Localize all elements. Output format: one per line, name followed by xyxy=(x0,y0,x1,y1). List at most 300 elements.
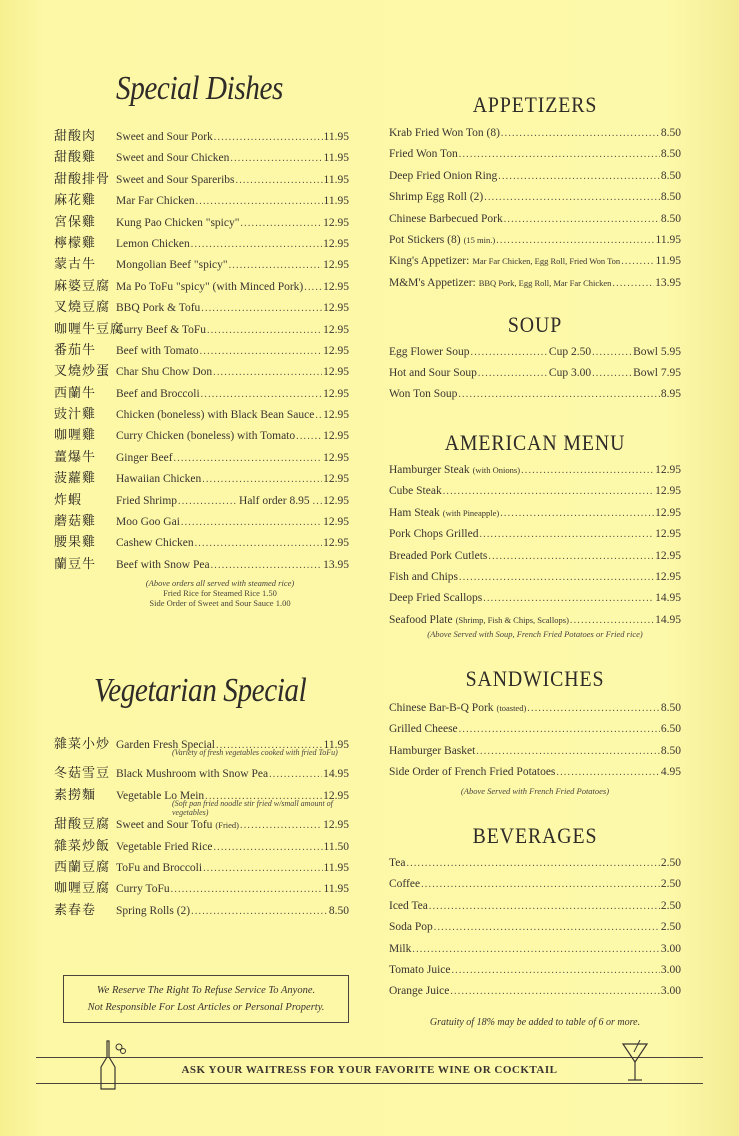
special-dish-item-leader xyxy=(230,153,322,164)
appetizer-item-price: 8.50 xyxy=(660,127,681,139)
vegetarian-dish-item-name: ToFu and Broccoli xyxy=(116,861,203,874)
american-dish-item xyxy=(389,464,681,485)
special-dish-item-price: 12.95 xyxy=(323,451,349,464)
appetizer-item-detail: BBQ Pork, Egg Roll, Mar Far Chicken xyxy=(478,277,612,288)
sandwich-item-price: 6.50 xyxy=(660,723,681,736)
sandwich-item xyxy=(389,745,681,766)
beverage-item-leader xyxy=(451,965,659,976)
special-dish-item xyxy=(54,146,349,167)
beverage-item-name: Soda Pop xyxy=(389,921,433,934)
special-dish-item-price: 12.95 xyxy=(323,323,349,336)
american-dish-item xyxy=(389,507,681,528)
american-dish-item-leader xyxy=(521,465,654,476)
soup-item-leader xyxy=(478,368,548,379)
special-dish-item-chinese-name: 麻婆豆腐 xyxy=(54,278,111,294)
appetizers-list xyxy=(389,127,681,298)
sandwich-item-price: 4.95 xyxy=(660,766,681,779)
vegetarian-dish-item-leader xyxy=(171,884,323,895)
special-dish-item xyxy=(54,531,349,552)
american-dish-item-leader xyxy=(459,572,654,583)
special-dish-item-name: Curry Beef & ToFu xyxy=(116,323,207,336)
special-dish-item xyxy=(54,424,349,445)
appetizer-item xyxy=(389,170,681,191)
soup-item xyxy=(389,388,681,409)
appetizer-item-leader xyxy=(484,192,660,203)
american-dish-item-name: Fish and Chips xyxy=(389,570,459,583)
special-dish-item-leader xyxy=(313,496,323,507)
sandwich-item xyxy=(389,702,681,723)
special-dish-item-price: 12.95 xyxy=(323,237,349,250)
vegetarian-dish-item-chinese-name: 素春卷 xyxy=(54,902,97,918)
special-dish-item-name: Sweet and Sour Spareribs xyxy=(116,173,235,186)
vegetarian-dish-item-leader xyxy=(269,769,322,780)
soup-item xyxy=(389,367,681,388)
special-dish-item-price: 12.95 xyxy=(323,387,349,400)
special-dish-item-leader xyxy=(196,196,323,207)
american-note-wrap xyxy=(389,629,681,639)
american-dish-item-price: 12.95 xyxy=(655,549,681,562)
sandwiches-note: (Above Served with French Fried Potatoes) xyxy=(460,786,610,796)
american-dish-item xyxy=(389,528,681,549)
sandwich-item-leader xyxy=(527,703,660,714)
special-dish-item-leader xyxy=(174,453,323,464)
beverage-item xyxy=(389,878,681,899)
appetizer-item-name: Deep Fried Onion Ring xyxy=(389,169,498,182)
special-dish-item xyxy=(54,275,349,296)
american-dish-item xyxy=(389,592,681,613)
american-dish-item-leader xyxy=(570,615,654,626)
appetizer-item-name: Pot Stickers (8) xyxy=(389,233,461,246)
soup-item-leader xyxy=(592,368,632,379)
appetizer-item-name: Chinese Barbecued Pork xyxy=(389,212,503,225)
vegetarian-dish-item-name: Black Mushroom with Snow Pea xyxy=(116,768,269,781)
special-dish-item-name: Fried Shrimp xyxy=(116,494,178,507)
appetizer-item xyxy=(389,213,681,234)
sandwich-item xyxy=(389,766,681,787)
american-dish-item-leader xyxy=(488,551,654,562)
beverage-item xyxy=(389,857,681,878)
american-dish-item-leader xyxy=(500,508,654,519)
special-dishes-list xyxy=(54,125,349,574)
special-dish-item-price: 11.95 xyxy=(323,195,349,208)
soup-item-name: Won Ton Soup xyxy=(389,388,458,400)
notice-line-2: Not Responsible For Lost Articles or Personal Property. xyxy=(87,1002,325,1013)
special-dish-item-half-order: Half order 8.95 xyxy=(239,494,310,507)
beverage-item-price: 3.00 xyxy=(660,963,681,976)
special-dish-item-name: Chicken (boneless) with Black Bean Sauce xyxy=(116,409,315,422)
beverage-item-name: Coffee xyxy=(389,878,421,891)
special-dish-item-chinese-name: 甜酸肉 xyxy=(54,129,97,144)
american-menu-list xyxy=(389,464,681,635)
american-dish-item-leader xyxy=(443,486,654,497)
beverages-title: BEVERAGES xyxy=(472,823,598,848)
vegetarian-dish-item xyxy=(54,856,349,877)
special-dish-item xyxy=(54,553,349,574)
sandwich-item-price: 8.50 xyxy=(660,744,681,757)
soup-item-bowl-price: Bowl 5.95 xyxy=(633,346,681,358)
vegetarian-dish-item-leader xyxy=(213,842,322,853)
special-dish-item-leader xyxy=(202,474,322,485)
appetizer-item-price: 8.50 xyxy=(660,148,681,161)
american-dish-item-name: Deep Fried Scallops xyxy=(389,592,483,605)
beverage-item-price: 3.00 xyxy=(660,985,681,998)
notice-line-1: We Reserve The Right To Refuse Service To Anyone. xyxy=(96,985,316,996)
american-dish-item xyxy=(389,550,681,571)
special-dish-item-leader xyxy=(178,496,236,507)
beverage-item-price: 3.00 xyxy=(660,942,681,955)
special-note-sauce: Side Order of Sweet and Sour Sauce 1.00 xyxy=(149,598,291,608)
appetizer-item xyxy=(389,127,681,148)
special-dish-item-chinese-name: 叉燒炒蛋 xyxy=(54,364,111,380)
special-dish-item-leader xyxy=(304,282,322,293)
american-dish-item-detail: (Shrimp, Fish & Chips, Scallops) xyxy=(455,614,569,625)
special-dish-item xyxy=(54,339,349,360)
american-dish-item-name: Hamburger Steak xyxy=(389,464,470,476)
special-dish-item-price: 12.95 xyxy=(323,409,349,422)
special-dish-item-chinese-name: 薑爆牛 xyxy=(54,449,97,465)
beverage-item-leader xyxy=(434,922,660,933)
soup-title: SOUP xyxy=(507,312,563,337)
vegetarian-dish-item-name: Garden Fresh Special xyxy=(116,739,215,751)
american-dish-item-price: 14.95 xyxy=(655,613,681,626)
appetizer-item xyxy=(389,148,681,169)
special-dish-item-price: 12.95 xyxy=(323,430,349,443)
vegetarian-dish-item-price: 11.95 xyxy=(323,861,349,874)
special-dish-item xyxy=(54,489,349,510)
appetizer-item-detail: Mar Far Chicken, Egg Roll, Fried Won Ton xyxy=(472,256,621,267)
special-dish-item-chinese-name: 蘭豆牛 xyxy=(54,556,97,572)
vegetarian-dish-item-price: 11.95 xyxy=(323,739,349,751)
american-dish-item-price: 14.95 xyxy=(655,592,681,605)
american-dish-item-name: Seafood Plate xyxy=(389,613,453,626)
appetizer-item-price: 11.95 xyxy=(655,255,681,268)
soup-item-cup-price: Cup 2.50 xyxy=(548,346,592,358)
special-dish-item xyxy=(54,382,349,403)
sandwich-item-leader xyxy=(459,724,660,735)
appetizer-item-leader xyxy=(621,256,654,267)
soup-item-leader xyxy=(458,389,660,400)
beverage-item xyxy=(389,921,681,942)
special-dish-item-chinese-name: 甜酸排骨 xyxy=(54,171,111,187)
special-dish-item xyxy=(54,403,349,424)
special-dish-item-leader xyxy=(181,517,322,528)
soup-item xyxy=(389,346,681,367)
special-dish-item-leader xyxy=(201,303,322,314)
american-dish-item-price: 12.95 xyxy=(655,570,681,583)
appetizer-item-leader xyxy=(498,171,660,182)
appetizer-item-leader xyxy=(612,278,654,289)
appetizer-item xyxy=(389,277,681,298)
cocktail-banner xyxy=(60,1054,679,1088)
vegetarian-dish-item-leader xyxy=(191,906,328,917)
beverage-item-leader xyxy=(412,944,660,955)
special-dish-item-name: BBQ Pork & Tofu xyxy=(116,302,201,315)
special-dish-item-leader xyxy=(229,260,323,271)
vegetarian-list xyxy=(54,733,349,920)
beverage-item-name: Milk xyxy=(389,942,412,955)
special-dish-item-leader xyxy=(201,389,322,400)
special-dish-item-chinese-name: 叉燒豆腐 xyxy=(54,300,111,316)
special-dish-item-leader xyxy=(195,538,323,549)
special-dish-item-name: Beef with Snow Pea xyxy=(116,558,210,571)
sandwich-item-name: Side Order of French Fried Potatoes xyxy=(389,766,556,779)
special-dish-item-price: 11.95 xyxy=(323,173,349,186)
vegetarian-title: Vegetarian Special xyxy=(94,672,307,709)
beverage-item-name: Tea xyxy=(389,857,406,869)
american-note: (Above Served with Soup, French Fried Potatoes or Fried rice) xyxy=(427,629,643,639)
soup-list xyxy=(389,346,681,409)
soup-item-bowl-price: 8.95 xyxy=(660,388,681,400)
appetizer-item-leader xyxy=(496,235,654,246)
vegetarian-dish-item-price: 11.50 xyxy=(323,840,349,853)
beverage-item xyxy=(389,900,681,921)
sandwiches-note-wrap xyxy=(389,786,681,796)
beverage-item-name: Iced Tea xyxy=(389,899,428,912)
vegetarian-dish-item xyxy=(54,835,349,856)
beverage-item-leader xyxy=(450,986,660,997)
vegetarian-dish-item-price: 8.50 xyxy=(328,904,349,917)
special-dish-item-name: Cashew Chicken xyxy=(116,537,194,550)
special-dish-item-price: 12.95 xyxy=(323,366,349,379)
beverage-item-leader xyxy=(406,858,659,869)
special-dish-item-price: 11.95 xyxy=(323,131,349,143)
vegetarian-dish-item-price: 14.95 xyxy=(323,768,349,781)
vegetarian-dish-item-leader xyxy=(203,863,322,874)
beverage-item-price: 2.50 xyxy=(660,899,681,912)
beverage-item-leader xyxy=(421,879,660,890)
sandwich-item xyxy=(389,723,681,744)
special-dish-item xyxy=(54,232,349,253)
american-dish-item xyxy=(389,485,681,506)
special-dish-item-chinese-name: 腰果雞 xyxy=(54,535,97,551)
special-dish-item-name: Mar Far Chicken xyxy=(116,195,195,208)
appetizer-item-price: 8.50 xyxy=(660,212,681,225)
special-dish-item-name: Hawaiian Chicken xyxy=(116,473,202,486)
american-dish-item-leader xyxy=(483,593,654,604)
appetizer-item-price: 13.95 xyxy=(655,276,681,289)
appetizer-item-name: Fried Won Ton xyxy=(389,148,458,161)
special-dish-item-price: 12.95 xyxy=(323,473,349,486)
special-dish-item-chinese-name: 蘑菇雞 xyxy=(54,514,97,530)
special-dish-item-name: Sweet and Sour Chicken xyxy=(116,152,230,165)
vegetarian-dish-item-name: Vegetable Lo Mein xyxy=(116,789,205,802)
beverage-item-price: 2.50 xyxy=(660,921,681,934)
special-notes xyxy=(100,578,340,608)
sandwich-item-price: 8.50 xyxy=(660,702,681,714)
special-dish-item-chinese-name: 麻花雞 xyxy=(54,193,97,209)
beverage-item-name: Tomato Juice xyxy=(389,963,451,976)
soup-item-name: Hot and Sour Soup xyxy=(389,367,477,379)
american-dish-item-price: 12.95 xyxy=(655,506,681,519)
special-dish-item xyxy=(54,446,349,467)
vegetarian-dish-item xyxy=(54,899,349,920)
soup-item-leader xyxy=(592,347,632,358)
special-dish-item xyxy=(54,510,349,531)
special-dish-item-leader xyxy=(200,346,322,357)
cocktail-banner-text: ASK YOUR WAITRESS FOR YOUR FAVORITE WINE OR COCKTAIL xyxy=(181,1064,558,1076)
special-dish-item-price: 12.95 xyxy=(323,537,349,550)
special-dish-item-name: Lemon Chicken xyxy=(116,237,190,250)
american-dish-item-detail: (with Pineapple) xyxy=(442,507,500,518)
soup-item-cup-price: Cup 3.00 xyxy=(548,367,592,379)
sandwich-item-name: Grilled Cheese xyxy=(389,723,458,736)
special-dish-item-leader xyxy=(213,367,322,378)
special-dish-item-price: 12.95 xyxy=(323,516,349,529)
american-dish-item-price: 12.95 xyxy=(655,464,681,476)
appetizer-item-price: 8.50 xyxy=(660,169,681,182)
appetizer-item-name: M&M's Appetizer: xyxy=(389,276,476,289)
special-dish-item-chinese-name: 甜酸雞 xyxy=(54,150,97,166)
american-dish-item-price: 12.95 xyxy=(655,485,681,498)
special-dish-item xyxy=(54,467,349,488)
special-dish-item-chinese-name: 咖喱雞 xyxy=(54,428,97,444)
vegetarian-dish-item-chinese-name: 甜酸豆腐 xyxy=(54,817,111,833)
vegetarian-dish-item-chinese-name: 冬菇雪豆 xyxy=(54,766,111,782)
wine-bottle-icon xyxy=(95,1037,129,1093)
vegetarian-dish-item-chinese-name: 雜菜炒飯 xyxy=(54,838,111,854)
special-dish-item-leader xyxy=(236,175,323,186)
appetizer-item xyxy=(389,234,681,255)
special-dish-item-chinese-name: 宮保雞 xyxy=(54,214,97,230)
vegetarian-dish-item-name: Vegetable Fried Rice xyxy=(116,840,213,853)
special-dish-item-chinese-name: 檸檬雞 xyxy=(54,235,97,251)
appetizer-item-detail: (15 min.) xyxy=(463,234,496,245)
sandwiches-list xyxy=(389,702,681,788)
special-dish-item xyxy=(54,360,349,381)
beverage-item-price: 2.50 xyxy=(660,878,681,891)
special-dish-item-name: Beef with Tomato xyxy=(116,344,199,357)
vegetarian-dish-item-name: Curry ToFu xyxy=(116,883,170,896)
special-dish-item-name: Mongolian Beef "spicy" xyxy=(116,259,228,272)
vegetarian-dish-item-description: (Variety of fresh vegetables cooked with fried ToFu) xyxy=(172,748,338,758)
vegetarian-dish-item-leader xyxy=(240,820,322,831)
special-dish-item-price: 11.95 xyxy=(323,152,349,165)
soup-item-bowl-price: Bowl 7.95 xyxy=(633,367,681,379)
appetizer-item-leader xyxy=(504,214,660,225)
beverage-item-price: 2.50 xyxy=(660,857,681,869)
vegetarian-dish-item xyxy=(54,877,349,898)
appetizers-title: APPETIZERS xyxy=(472,92,598,117)
american-dish-item-leader xyxy=(479,529,654,540)
appetizer-item-name: Shrimp Egg Roll (2) xyxy=(389,191,484,204)
american-dish-item-price: 12.95 xyxy=(655,528,681,541)
special-dish-item xyxy=(54,296,349,317)
vegetarian-dish-item-description: (Soft pan fried noodle stir fried w/small amount of vegetables) xyxy=(172,799,333,818)
sandwich-item-detail: (toasted) xyxy=(496,703,527,713)
notice-box xyxy=(63,975,349,1023)
american-menu-title: AMERICAN MENU xyxy=(444,430,626,455)
appetizer-item xyxy=(389,255,681,276)
vegetarian-dish-item-chinese-name: 咖喱豆腐 xyxy=(54,881,111,897)
special-dish-item-chinese-name: 豉汁雞 xyxy=(54,407,97,423)
special-dish-item xyxy=(54,211,349,232)
beverage-item-leader xyxy=(429,901,660,912)
special-dish-item-leader xyxy=(191,239,322,250)
special-dish-item xyxy=(54,189,349,210)
vegetarian-dish-item-name: Spring Rolls (2) xyxy=(116,904,191,917)
vegetarian-dish-item-chinese-name: 素撈麵 xyxy=(54,787,97,803)
beverage-item-name: Orange Juice xyxy=(389,985,450,998)
beverage-item xyxy=(389,985,681,1006)
vegetarian-dish-item-name: Sweet and Sour Tofu xyxy=(116,819,213,832)
soup-item-leader xyxy=(471,347,548,358)
sandwich-item-leader xyxy=(556,767,659,778)
american-dish-item-name: Pork Chops Grilled xyxy=(389,528,479,541)
special-dish-item-name: Ginger Beef xyxy=(116,451,173,464)
appetizer-item-name: Krab Fried Won Ton (8) xyxy=(389,127,500,139)
special-dish-item-name: Sweet and Sour Pork xyxy=(116,131,213,143)
special-dish-item-price: 12.95 xyxy=(323,259,349,272)
special-dish-item-chinese-name: 西蘭牛 xyxy=(54,385,97,401)
special-dish-item-leader xyxy=(240,218,322,229)
special-dish-item xyxy=(54,253,349,274)
appetizer-item-leader xyxy=(501,128,660,139)
cocktail-glass-icon xyxy=(620,1040,650,1090)
beverage-item xyxy=(389,943,681,964)
appetizer-item xyxy=(389,191,681,212)
special-note-rice: (Above orders all served with steamed rice) xyxy=(145,578,295,588)
special-dish-item-name: Moo Goo Gai xyxy=(116,516,180,529)
appetizer-item-price: 8.50 xyxy=(660,191,681,204)
special-dish-item xyxy=(54,168,349,189)
beverages-list xyxy=(389,857,681,1007)
special-dish-item-leader xyxy=(207,325,322,336)
vegetarian-dish-item-chinese-name: 雜菜小炒 xyxy=(54,737,111,752)
appetizer-item-price: 11.95 xyxy=(655,233,681,246)
special-dish-item-chinese-name: 咖喱牛豆腐 xyxy=(54,321,125,337)
vegetarian-dish-item-detail: (Fried) xyxy=(215,820,240,831)
special-dishes-title: Special Dishes xyxy=(116,70,283,107)
sandwich-item-name: Hamburger Basket xyxy=(389,744,476,757)
vegetarian-dish-item-price: 12.95 xyxy=(323,789,349,802)
special-dish-item xyxy=(54,318,349,339)
sandwiches-title: SANDWICHES xyxy=(465,666,605,691)
special-dish-item-chinese-name: 蒙古牛 xyxy=(54,257,97,273)
special-dish-item-name: Kung Pao Chicken "spicy" xyxy=(116,216,240,229)
special-dish-item-chinese-name: 菠蘿雞 xyxy=(54,471,97,487)
vegetarian-dish-item-price: 11.95 xyxy=(323,883,349,896)
special-dish-item-name: Beef and Broccoli xyxy=(116,387,200,400)
special-dish-item-leader xyxy=(296,431,322,442)
sandwich-item-name: Chinese Bar-B-Q Pork xyxy=(389,702,494,714)
special-dish-item-leader xyxy=(315,410,322,421)
special-dish-item-price: 12.95 xyxy=(323,216,349,229)
special-dish-item-leader xyxy=(211,560,323,571)
special-dish-item-chinese-name: 番茄牛 xyxy=(54,342,97,358)
special-dish-item-name: Char Shu Chow Don xyxy=(116,366,213,379)
special-dish-item-price: 12.95 xyxy=(323,280,349,293)
beverage-item xyxy=(389,964,681,985)
special-dish-item-price: 12.95 xyxy=(323,302,349,315)
american-dish-item-name: Ham Steak xyxy=(389,506,440,519)
special-dish-item-leader xyxy=(214,132,323,143)
special-dish-item-chinese-name: 炸蝦 xyxy=(54,492,83,508)
special-dish-item-price: 12.95 xyxy=(323,494,349,507)
vegetarian-dish-item xyxy=(54,762,349,783)
special-dish-item-price: 12.95 xyxy=(323,344,349,357)
soup-item-name: Egg Flower Soup xyxy=(389,346,470,358)
special-dish-item-price: 13.95 xyxy=(323,558,349,571)
sandwich-item-leader xyxy=(476,746,660,757)
special-dish-item-name: Curry Chicken (boneless) with Tomato xyxy=(116,430,296,443)
special-dish-item-name: Ma Po ToFu "spicy" (with Minced Pork) xyxy=(116,280,304,293)
american-dish-item-name: Breaded Pork Cutlets xyxy=(389,549,488,562)
special-note-fried-rice: Fried Rice for Steamed Rice 1.50 xyxy=(163,588,277,598)
vegetarian-dish-item-chinese-name: 西蘭豆腐 xyxy=(54,859,111,875)
appetizer-item-name: King's Appetizer: xyxy=(389,255,470,268)
vegetarian-dish-item-price: 12.95 xyxy=(323,819,349,832)
appetizer-item-leader xyxy=(459,149,660,160)
